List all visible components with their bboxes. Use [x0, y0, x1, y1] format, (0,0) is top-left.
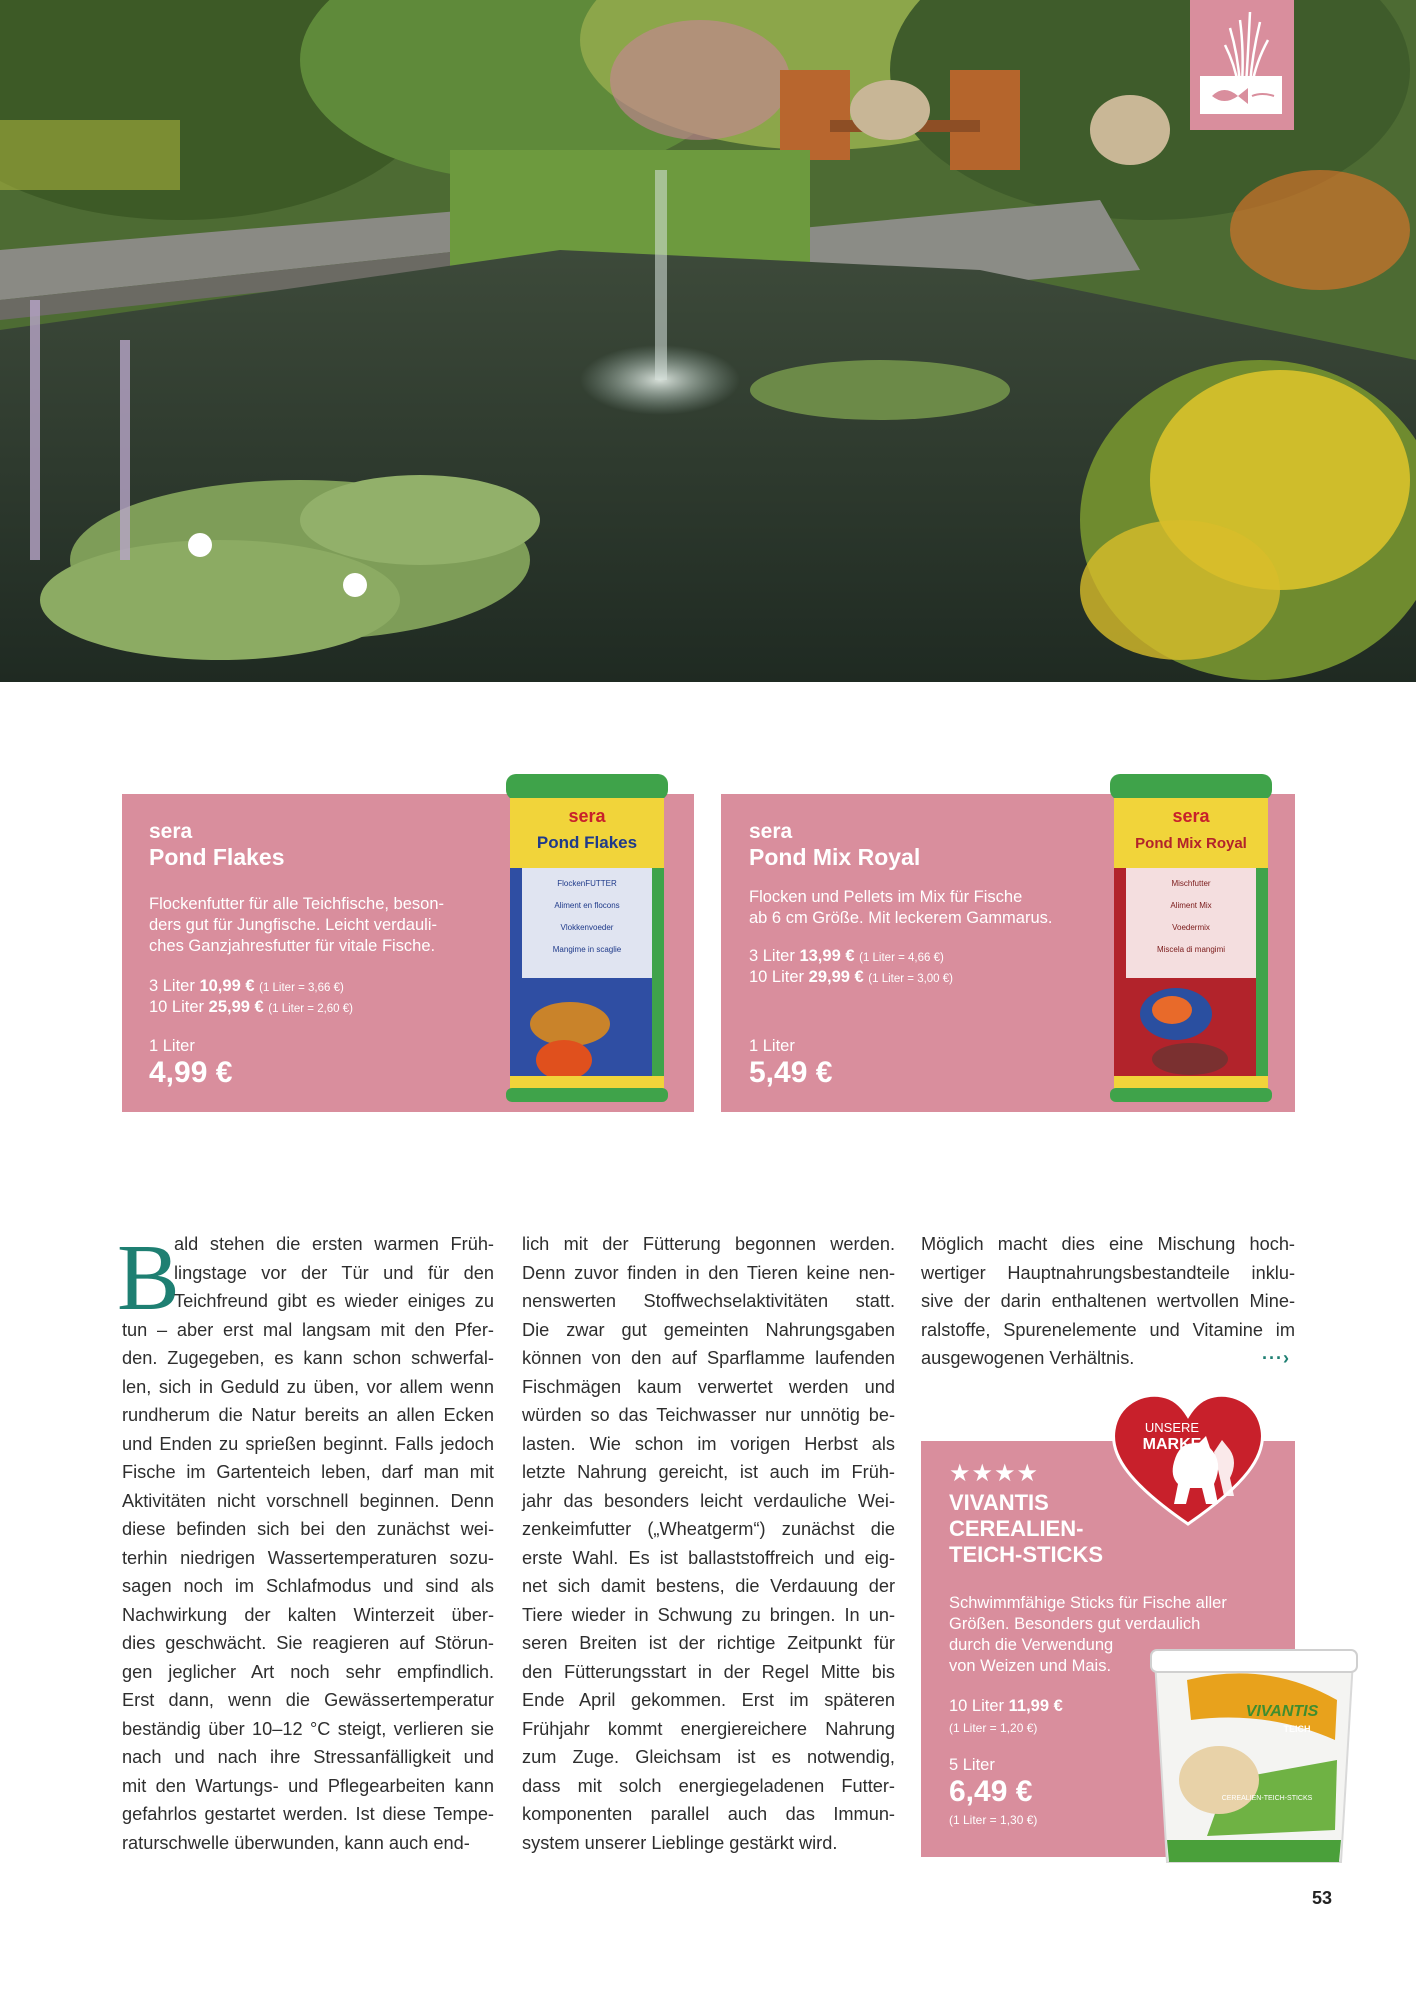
text-line: dass mit solch energiegeladenen Futter-	[522, 1775, 895, 1796]
name-line: VIVANTIS	[949, 1490, 1049, 1515]
bucket-sub: TEICH	[1283, 1724, 1311, 1734]
text-line: sagen noch im Schlafmodus und sind als	[122, 1576, 494, 1596]
pond-fish-icon	[1190, 0, 1294, 130]
can-text: Aliment en flocons	[554, 901, 620, 910]
bucket-label: CEREALIEN-TEICH-STICKS	[1221, 1795, 1313, 1802]
text-line: lich mit der Fütterung begonnen werden.	[522, 1234, 895, 1254]
product-size: 5 Liter	[949, 1756, 995, 1774]
text-line: Tiere wieder in Schwung zu bringen. In un-	[522, 1604, 895, 1625]
product-size: 1 Liter	[149, 1037, 195, 1055]
text-line: zum Zuge. Gleichsam ist es notwendig,	[522, 1747, 895, 1767]
text-line: gen jeglicher Art noch sehr empfindlich.	[122, 1661, 494, 1682]
can-text: Vlokkenvoeder	[560, 923, 614, 932]
unit-price: (1 Liter = 4,66 €)	[859, 952, 944, 964]
text-line: nenswerten Stoffwechselaktivitäten statt.	[522, 1291, 895, 1311]
product-name: Pond Mix Royal	[749, 844, 921, 870]
can-label: Pond Flakes	[536, 833, 638, 852]
unit-price: (1 Liter = 1,30 €)	[949, 1813, 1038, 1827]
price-qty: 3 Liter	[749, 947, 795, 965]
name-line: CEREALIEN-	[949, 1516, 1084, 1541]
text-line: raturschwelle überwunden, kann auch end-	[122, 1832, 470, 1853]
price-line-3l	[749, 946, 944, 969]
dropcap-letter: B	[117, 1226, 180, 1330]
unit-price: (1 Liter = 1,20 €)	[949, 1721, 1038, 1735]
description-line: ab 6 cm Größe. Mit leckerem Gammarus.	[749, 909, 1053, 927]
unit-price: (1 Liter = 2,60 €)	[268, 1003, 353, 1015]
text-line: mit den Wartungs- und Pflegearbeiten kann	[122, 1775, 494, 1796]
text-line: erste Wahl. Es ist ballaststoffreich und eig-	[522, 1547, 895, 1568]
can-text: Miscela di mangimi	[1156, 945, 1226, 954]
text-line: Frühjahr kommt energiereichere Nahrung	[522, 1718, 895, 1739]
price-value: 25,99 €	[208, 998, 264, 1016]
product-brand: sera	[149, 820, 193, 843]
description-line: ders gut für Jungfische. Leicht verdauli-	[149, 916, 437, 934]
text-line: Die zwar gut gemeinten Nahrungsgaben	[522, 1319, 895, 1340]
text-line: Ende April gekommen. Erst im späteren	[522, 1690, 895, 1710]
continue-arrow-icon: ···›	[1262, 1348, 1290, 1368]
can-text: FlockenFUTTER	[557, 879, 617, 888]
text-line: net sich damit bestens, die Verdauung der	[522, 1576, 895, 1596]
text-line: zenkeimfutter („Wheatgerm“) zunächst die	[522, 1519, 895, 1539]
unit-price: (1 Liter = 3,66 €)	[259, 982, 344, 994]
description-line: durch die Verwendung	[949, 1636, 1114, 1654]
text-line: rundherum die Natur bereits an allen Ecken	[122, 1405, 494, 1425]
can-text: Aliment Mix	[1170, 901, 1212, 910]
text-line: lasten. Wie schon im vorigen Herbst als	[522, 1433, 895, 1454]
text-line: sive der darin enthaltenen wertvollen Mine-	[921, 1291, 1295, 1311]
article-column-2	[522, 1230, 895, 1857]
description-line: Schwimmfähige Sticks für Fische aller	[949, 1594, 1227, 1612]
rating-stars: ★★★★	[949, 1460, 1040, 1487]
name-line: TEICH-STICKS	[949, 1542, 1103, 1567]
heart-text-top: UNSERE	[1144, 1420, 1200, 1435]
text-line: tun – aber erst mal langsam mit den Pfer-	[122, 1319, 494, 1340]
can-logo: sera	[568, 806, 606, 826]
unit-price: (1 Liter = 3,00 €)	[868, 973, 953, 985]
can-label: Pond Mix Royal	[1135, 835, 1247, 852]
text-line: Möglich macht dies eine Mischung hoch-	[921, 1234, 1295, 1254]
description-line: Flocken und Pellets im Mix für Fische	[749, 888, 1023, 906]
bucket-logo: VIVANTIS	[1245, 1703, 1319, 1720]
text-line: nach und nach ihre Stressanfälligkeit und	[122, 1747, 494, 1767]
text-line: komponenten parallel auch das Immun-	[522, 1804, 895, 1824]
text-line: können von den auf Sparflamme laufenden	[522, 1348, 895, 1368]
description-line: von Weizen und Mais.	[949, 1657, 1112, 1675]
text-line: jahr das besonders leicht verdauliche Wei-	[522, 1490, 895, 1511]
article-column-3	[921, 1230, 1295, 1373]
price-value: 11,99 €	[1008, 1697, 1063, 1715]
text-line: seren Breiten ist der richtige Zeitpunkt für	[522, 1633, 895, 1653]
text-line: Nachwirkung der kalten Winterzeit über-	[122, 1604, 494, 1625]
price-qty: 3 Liter	[149, 977, 195, 995]
text-line: ald stehen die ersten warmen Früh-	[174, 1234, 494, 1254]
text-line: len, sich in Geduld zu üben, vor allem wenn	[122, 1376, 494, 1397]
price-qty: 10 Liter	[749, 968, 805, 986]
product-price: 5,49 €	[749, 1056, 833, 1089]
text-line: wertiger Hauptnahrungsbestandteile inklu-	[921, 1262, 1295, 1283]
text-line: Denn zuvor finden in den Tieren keine nen-	[522, 1262, 895, 1283]
can-text: Mischfutter	[1171, 879, 1211, 888]
text-line: beständig über 10–12 °C steigt, verlieren sie	[122, 1718, 494, 1739]
heart-text-bottom: MARKE	[1142, 1436, 1202, 1453]
price-line-10l	[749, 967, 953, 990]
product-description	[149, 894, 489, 957]
heart-icon	[1110, 1392, 1266, 1528]
text-line: gefahrlos gestartet werden. Ist diese Tempe-	[122, 1804, 494, 1824]
text-line: Fische im Gartenteich leben, darf man mit	[122, 1462, 494, 1482]
price-line-10l	[949, 1696, 1063, 1716]
product-name: Pond Flakes	[149, 844, 285, 870]
text-line: würden so das Teichwasser nur unnötig be-	[522, 1405, 895, 1425]
text-line: letzte Nahrung gereicht, ist auch im Früh-	[522, 1462, 895, 1482]
pond-category-badge	[1190, 0, 1294, 130]
text-line: ausgewogenen Verhältnis.	[921, 1348, 1135, 1368]
text-line: Fischmägen kaum verwertet werden und	[522, 1376, 895, 1397]
text-line: den. Zugegeben, es kann schon schwerfal-	[122, 1348, 494, 1368]
price-line-3l	[149, 976, 344, 999]
price-qty: 10 Liter	[149, 998, 205, 1016]
text-line: ralstoffe, Spurenelemente und Vitamine im	[921, 1319, 1295, 1340]
hero-garden-pond-photo	[0, 0, 1416, 682]
our-brand-heart-badge	[1110, 1392, 1266, 1528]
product-brand: sera	[749, 820, 793, 843]
price-qty: 10 Liter	[949, 1697, 1005, 1715]
text-line: Aktivitäten nicht vorschnell beginnen. Denn	[122, 1490, 494, 1511]
text-line: lingstage vor der Tür und für den	[174, 1262, 494, 1283]
page-number: 53	[1312, 1888, 1333, 1908]
text-line: dies geschwächt. Sie reagieren auf Störun-	[122, 1633, 494, 1653]
price-value: 13,99 €	[799, 947, 855, 965]
pond-flakes-can-image	[502, 774, 672, 1104]
vivantis-bucket-image	[1147, 1640, 1361, 1870]
price-line-10l	[149, 997, 353, 1020]
description-line: Größen. Besonders gut verdaulich	[949, 1615, 1201, 1633]
article-column-1	[122, 1230, 494, 1857]
can-text: Voedermix	[1172, 923, 1210, 932]
can-logo: sera	[1172, 806, 1210, 826]
text-line: und Enden zu sprießen beginnt. Falls jedoch	[122, 1433, 494, 1454]
text-line: diese befinden sich bei den zunächst wei-	[122, 1519, 494, 1539]
text-line: Erst dann, wenn die Gewässertemperatur	[122, 1690, 494, 1710]
description-line: ches Ganzjahresfutter für vitale Fische.	[149, 937, 436, 955]
can-text: Mangime in scaglie	[552, 945, 622, 954]
text-line: den Fütterungsstart in der Regel Mitte bis	[522, 1661, 895, 1682]
product-description	[749, 887, 1109, 929]
price-value: 10,99 €	[199, 977, 255, 995]
product-size: 1 Liter	[749, 1037, 795, 1055]
product-price: 4,99 €	[149, 1056, 233, 1089]
text-line: terhin niedrigen Wassertemperaturen sozu-	[122, 1547, 494, 1568]
description-line: Flockenfutter für alle Teichfische, beson-	[149, 895, 445, 913]
pond-mix-royal-can-image	[1106, 774, 1276, 1104]
text-line: system unserer Lieblinge gestärkt wird.	[522, 1832, 838, 1853]
price-value: 29,99 €	[808, 968, 864, 986]
text-line: Teichfreund gibt es wieder einiges zu	[174, 1291, 494, 1311]
product-price: 6,49 €	[949, 1775, 1033, 1808]
